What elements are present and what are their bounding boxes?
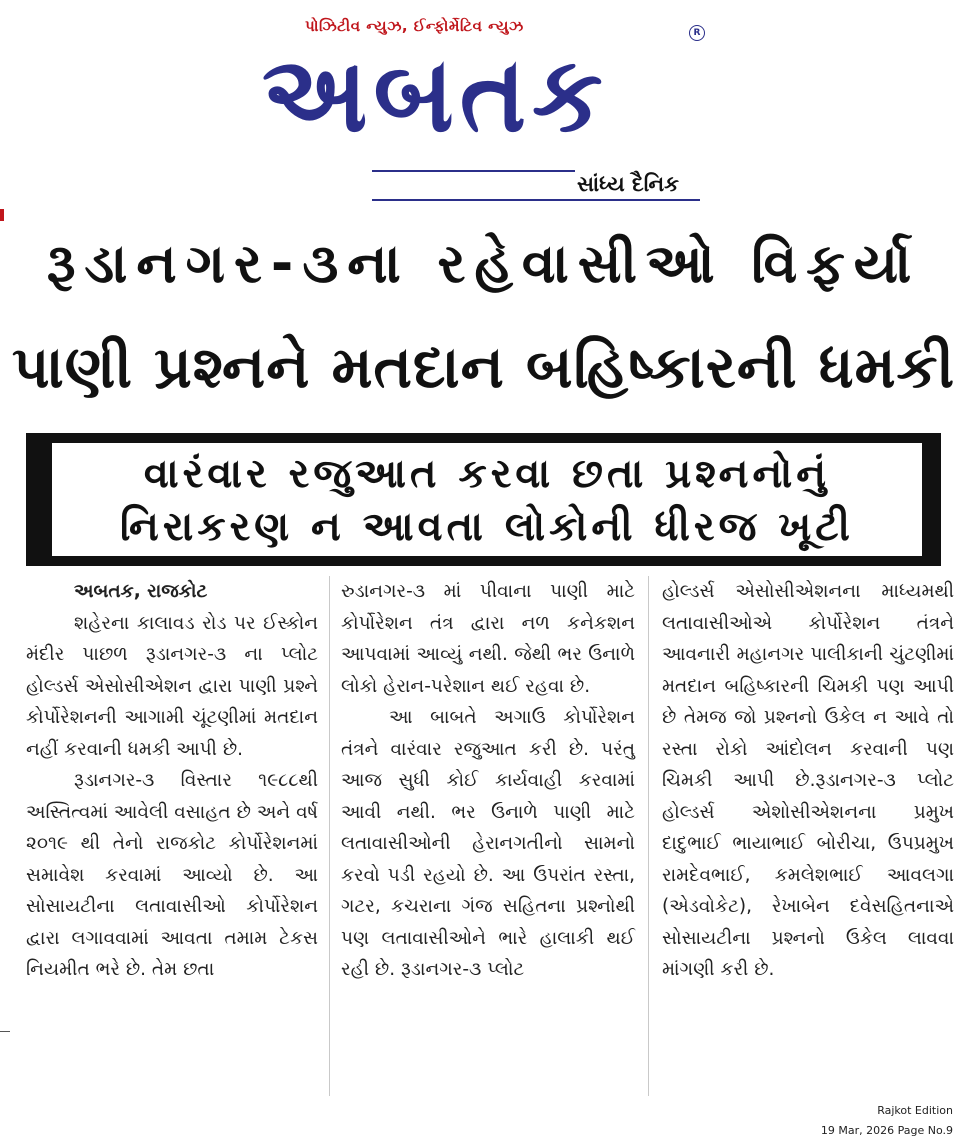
edition-label: Rajkot Edition [877,1104,953,1117]
article-paragraph: રુડાનગર-૩ માં પીવાના પાણી માટે કોર્પોરેશન તંત્ર દ્વારા નળ કનેકશન આપવામાં આવ્યું નથી. જેથી ભર ઉનાળે લોકો હેરાન-પરેશાન થઈ રહવા છે. [341,581,635,697]
article-paragraph: હોલ્ડર્સ એસોસીએશનના માધ્યમથી લતાવાસીઓએ કોર્પોરેશન તંત્રને આવનારી મહાનગર પાલીકાની ચુંટણીમાં મતદાન બહિષ્કારની ચિમકી પણ આપી છે તેમજ જો પ્રશ્નનો ઉકેલ ન આવે તો રસ્તા રોકો આંદોલન કરવાની પણ ચિમકી આપી છે.રૂડાનગર-૩ પ્લોટ હોલ્ડર્સ એશોસીએશનના પ્રમુખ દાદુભાઈ ભાયાભાઈ બોરીચા, ઉપપ્રમુખ રામદેવભાઈ, કમલેશભાઈ આવલગા (એડવોકેટ), રેખાબેન દવેસહિતનાએ સોસાયટીના પ્રશ્નનો ઉકેલ લાવવા માંગણી કરી છે. [662,581,954,980]
article-column-1 [26,576,318,986]
headline-line-1: રૂડાનગર-૩ના રહેવાસીઓ વિફર્યા [46,232,921,295]
article-paragraph: રૂડાનગર-૩ વિસ્તાર ૧૯૮૮થી અસ્તિત્વમાં આવેલી વસાહત છે અને વર્ષ ૨૦૧૯ થી તેનો રાજકોટ કોર્પોરેશનમાં સમાવેશ કરવામાં આવ્યો છે. આ સોસાયટીના લતાવાસીઓ કોર્પોરેશન દ્વારા લગાવવામાં આવતા તમામ ટેકસ નિયમીત ભરે છે. તેમ છતા [26,770,318,980]
logo-rule-bottom [372,199,700,201]
article-paragraph: આ બાબતે અગાઉ કોર્પોરેશન તંત્રને વારંવાર રજુઆત કરી છે. પરંતુ આજ સુધી કોઈ કાર્યવાહી કરવામાં આવી નથી. ભર ઉનાળે પાણી માટે લતાવાસીઓની હેરાનગતીનો સામનો કરવો પડી રહયો છે. આ ઉપરાંત રસ્તા, ગટર, કચરાના ગંજ સહિતના પ્રશ્નોથી પણ લતાવાસીઓને ભારે હાલાકી થઈ રહી છે. રૂડાનગર-૩ પ્લોટ [341,707,635,980]
subheadline-box [52,443,922,556]
subheadline-banner [0,433,967,566]
subheadline-line-1: વારંવાર રજુઆત કરવા છતા પ્રશ્નનોનું [143,451,831,497]
article-column-3 [662,576,954,986]
article-dateline: અબતક, રાજકોટ [74,581,208,602]
registered-mark-icon: R [689,25,705,41]
masthead-subtitle: સાંધ્ય દૈનિક [577,172,679,196]
column-divider [648,576,649,1096]
logo-rule [372,170,575,172]
margin-crop-mark [0,209,4,221]
headline-line-2: પાણી પ્રશ્નને મતદાન બહિષ્કારની ધમકી [11,333,956,401]
column-divider [329,576,330,1096]
margin-crop-mark [0,1031,10,1032]
article-column-2 [341,576,635,986]
subheadline-line-2: નિરાકરણ ન આવતા લોકોની ધીરજ ખૂટી [120,504,854,550]
date-page-label: 19 Mar, 2026 Page No.9 [820,1124,953,1137]
newspaper-logo: અબતક [262,33,609,156]
masthead-tagline: પોઝિટીવ ન્યુઝ, ઈન્ફોર્મેટિવ ન્યુઝ [305,17,524,35]
article-paragraph: શહેરના કાલાવડ રોડ પર ઈસ્કોન મંદીર પાછળ રૂડાનગર-૩ ના પ્લોટ હોલ્ડર્સ એસોસીએશન દ્વારા પાણી પ્રશ્ને કોર્પોરેશનની આગામી ચૂંટણીમાં મતદાન નહીં કરવાની ધમકી આપી છે. [26,612,318,760]
